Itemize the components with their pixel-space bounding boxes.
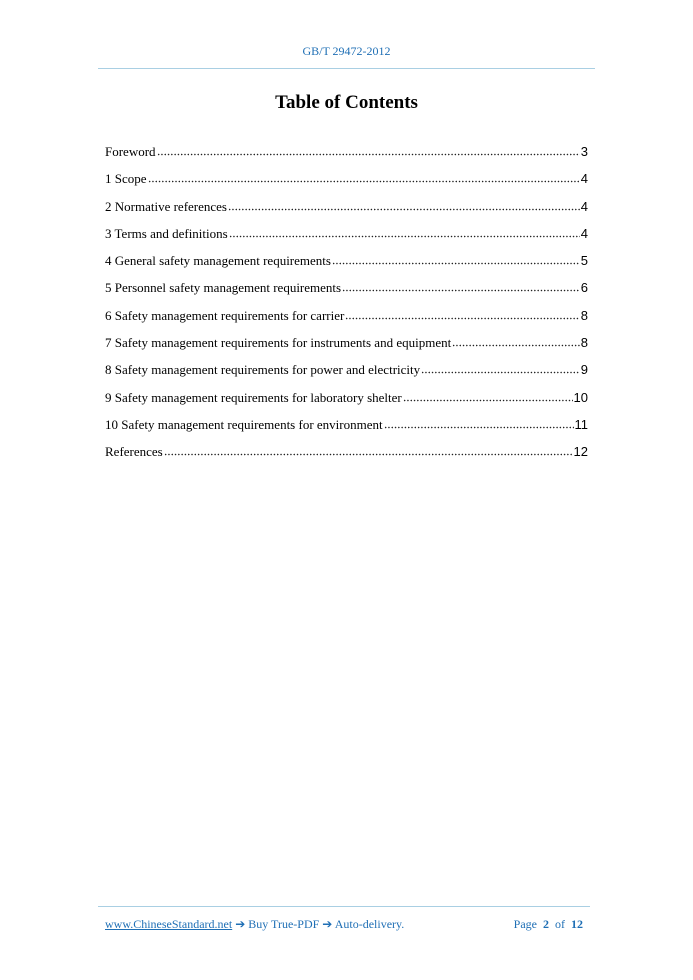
toc-entry-laboratory-shelter[interactable] xyxy=(105,389,588,416)
toc-entry-page: 4 xyxy=(580,225,588,241)
toc-entry-label: Foreword xyxy=(105,144,156,159)
toc-entry-label: 8 Safety management requirements for power and electricity xyxy=(105,362,421,378)
toc-entry-carrier[interactable] xyxy=(105,307,588,334)
toc-entry-page: 4 xyxy=(580,198,588,214)
footer-divider xyxy=(98,906,590,907)
toc-entry-page: 10 xyxy=(573,389,588,405)
page-indicator xyxy=(514,917,583,932)
toc-entry-power-electricity[interactable] xyxy=(105,361,588,388)
toc-entry-page: 4 xyxy=(580,171,588,187)
toc-dot-leader xyxy=(332,252,580,265)
toc-entry-label: 3 Terms and definitions xyxy=(105,225,228,241)
toc-entry-label: 6 Safety management requirements for carrier xyxy=(105,307,345,323)
site-link[interactable]: www.ChineseStandard.net xyxy=(105,917,233,931)
toc-entry-page: 3 xyxy=(580,144,588,159)
toc-entry-label: 10 Safety management requirements for environment xyxy=(105,416,383,432)
toc-entry-page: 5 xyxy=(580,253,588,269)
auto-delivery-text: Auto-delivery. xyxy=(334,917,405,931)
toc-entry-label: 1 Scope xyxy=(105,171,147,187)
page-word: Page xyxy=(513,917,537,931)
page-total: 12 xyxy=(571,917,583,931)
toc-entry-references[interactable] xyxy=(105,443,588,470)
buy-true-pdf-link[interactable]: Buy True-PDF xyxy=(248,917,320,931)
toc-entry-foreword[interactable] xyxy=(105,143,588,170)
toc-entry-general-safety[interactable] xyxy=(105,252,588,279)
toc-entry-environment[interactable] xyxy=(105,416,588,443)
toc-entry-label: 2 Normative references xyxy=(105,198,227,214)
toc-entry-page: 12 xyxy=(573,444,588,460)
toc-entry-terms-definitions[interactable] xyxy=(105,225,588,252)
document-header: GB/T 29472-2012 xyxy=(302,44,391,58)
header-divider xyxy=(98,68,595,69)
toc-dot-leader xyxy=(157,143,580,156)
toc-entry-page: 8 xyxy=(580,335,588,351)
arrow-right-icon: ➔ xyxy=(322,917,333,931)
toc-entry-scope[interactable] xyxy=(105,170,588,197)
toc-entry-personnel-safety[interactable] xyxy=(105,279,588,306)
footer-promo xyxy=(105,917,404,932)
toc-dot-leader xyxy=(452,334,580,347)
toc-dot-leader xyxy=(421,361,580,374)
toc-dot-leader xyxy=(345,307,579,320)
toc-dot-leader xyxy=(403,389,573,402)
toc-entry-page: 11 xyxy=(574,416,588,432)
page-of-word: of xyxy=(555,917,565,931)
toc-entry-normative-references[interactable] xyxy=(105,198,588,225)
toc-dot-leader xyxy=(229,225,580,238)
page-current: 2 xyxy=(543,917,549,931)
arrow-right-icon: ➔ xyxy=(235,917,246,931)
toc-entry-label: 4 General safety management requirements xyxy=(105,253,331,269)
toc-dot-leader xyxy=(384,416,574,429)
toc-entry-page: 8 xyxy=(580,307,588,323)
toc-list xyxy=(105,143,588,471)
toc-dot-leader xyxy=(164,443,573,456)
toc-title: Table of Contents xyxy=(275,92,418,113)
toc-entry-instruments-equipment[interactable] xyxy=(105,334,588,361)
toc-entry-label: 7 Safety management requirements for instruments and equipment xyxy=(105,335,452,351)
toc-dot-leader xyxy=(148,170,580,183)
toc-dot-leader xyxy=(342,279,580,292)
toc-entry-label: 5 Personnel safety management requirements xyxy=(105,280,342,296)
toc-entry-label: References xyxy=(105,444,163,460)
toc-entry-label: 9 Safety management requirements for laboratory shelter xyxy=(105,389,402,405)
toc-entry-page: 6 xyxy=(580,280,588,296)
toc-entry-page: 9 xyxy=(580,362,588,378)
toc-dot-leader xyxy=(228,198,580,211)
